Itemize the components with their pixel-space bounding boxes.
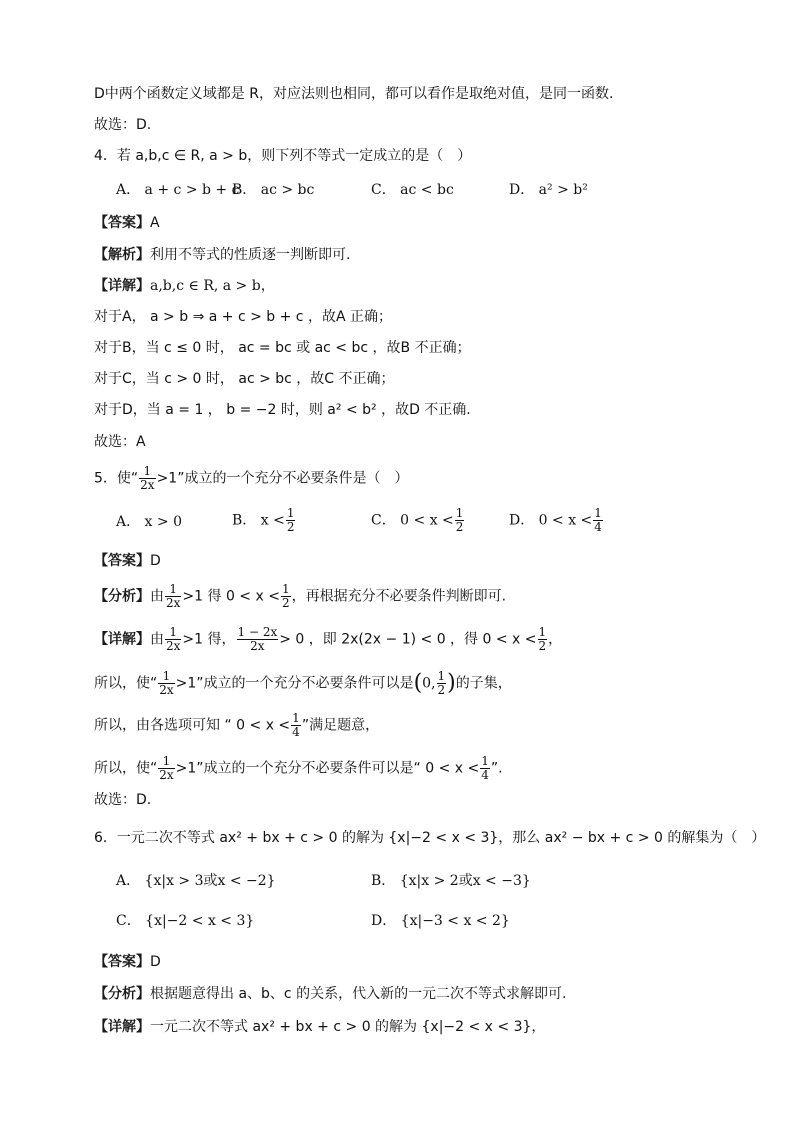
- q5-option-d: D． 0 < x < $\frac{1}{4}$: [509, 506, 602, 534]
- text-line: 对于C，当 c > 0 时， ac > bc ，故C 不正确；: [94, 371, 395, 387]
- q6-answer: 【答案】D: [94, 954, 161, 970]
- text-line: 对于D，当 a = 1 ， b = −2 时，则 a² < b² ，故D 不正确.: [94, 402, 471, 418]
- q6-option-d: D． {x|−3 < x < 2}: [371, 913, 510, 929]
- q4-option-a: A． a + c > b + c: [116, 182, 240, 198]
- question-4-stem: 4．若 a,b,c ∈ R, a > b，则下列不等式一定成立的是（ ）: [94, 148, 472, 164]
- text-line: 故选：D.: [94, 792, 152, 808]
- q6-option-c: C． {x|−2 < x < 3}: [116, 913, 255, 929]
- text-line: 所以，使“ $\frac{1}{2x}$ >1”成立的一个充分不必要条件可以是“ 0 < x < $\frac{1}{4}$ ”.: [94, 754, 503, 782]
- text-line: 对于B，当 c ≤ 0 时， ac = bc 或 ac < bc ，故B 不正确；: [94, 340, 471, 356]
- text-line: 所以，由各选项可知 “ 0 < x < $\frac{1}{4}$ ”满足题意，: [94, 711, 380, 739]
- q5-detail: 【详解】由 $\frac{1}{2x}$ >1 得， $\frac{1 - 2x}{2x}$ > 0 ，即 2x(2x − 1) < 0 ，得 0 < x < $\frac{1}{2}$ ，: [94, 625, 563, 653]
- text-line: 故选：A: [94, 434, 146, 450]
- q4-option-b: B． ac > bc: [232, 182, 315, 198]
- q6-option-b: B． {x|x > 2或x < −3}: [371, 873, 531, 889]
- question-5-stem: 5．使“ $\frac{1}{2x}$ >1”成立的一个充分不必要条件是（ ）: [94, 464, 409, 492]
- q6-option-a: A． {x|x > 3或x < −2}: [116, 873, 276, 889]
- q4-option-c: C． ac < bc: [371, 182, 454, 198]
- q6-analysis: 【分析】根据题意得出 a、b、c 的关系，代入新的一元二次不等式求解即可.: [94, 986, 567, 1002]
- q6-detail: 【详解】一元二次不等式 ax² + bx + c > 0 的解为 {x|−2 < x < 3}，: [94, 1019, 546, 1035]
- text-line: 对于A， a > b ⇒ a + c > b + c ，故A 正确；: [94, 309, 392, 325]
- q4-answer: 【答案】A: [94, 215, 160, 231]
- q5-option-c: C． 0 < x < $\frac{1}{2}$: [371, 506, 464, 534]
- text-line: 所以，使“ $\frac{1}{2x}$ >1”成立的一个充分不必要条件可以是(0, $\frac{1}{2}$ )的子集，: [94, 669, 512, 697]
- q4-analysis: 【解析】利用不等式的性质逐一判断即可.: [94, 247, 351, 263]
- q4-detail: 【详解】a,b,c ∈ R, a > b，: [94, 278, 275, 294]
- text-line: 故选：D.: [94, 117, 152, 133]
- q5-analysis: 【分析】由 $\frac{1}{2x}$ >1 得 0 < x < $\frac{1}{2}$ ，再根据充分不必要条件判断即可.: [94, 582, 507, 610]
- question-6-stem: 6．一元二次不等式 ax² + bx + c > 0 的解为 {x|−2 < x < 3}，那么 ax² − bx + c > 0 的解集为（ ）: [94, 830, 766, 846]
- q5-option-b: B． x < $\frac{1}{2}$: [232, 506, 295, 534]
- text-line: D中两个函数定义域都是 R，对应法则也相同，都可以看作是取绝对值，是同一函数.: [94, 86, 614, 102]
- q5-answer: 【答案】D: [94, 553, 161, 569]
- q4-option-d: D． a² > b²: [509, 182, 588, 198]
- q5-option-a: A． x > 0: [116, 514, 182, 530]
